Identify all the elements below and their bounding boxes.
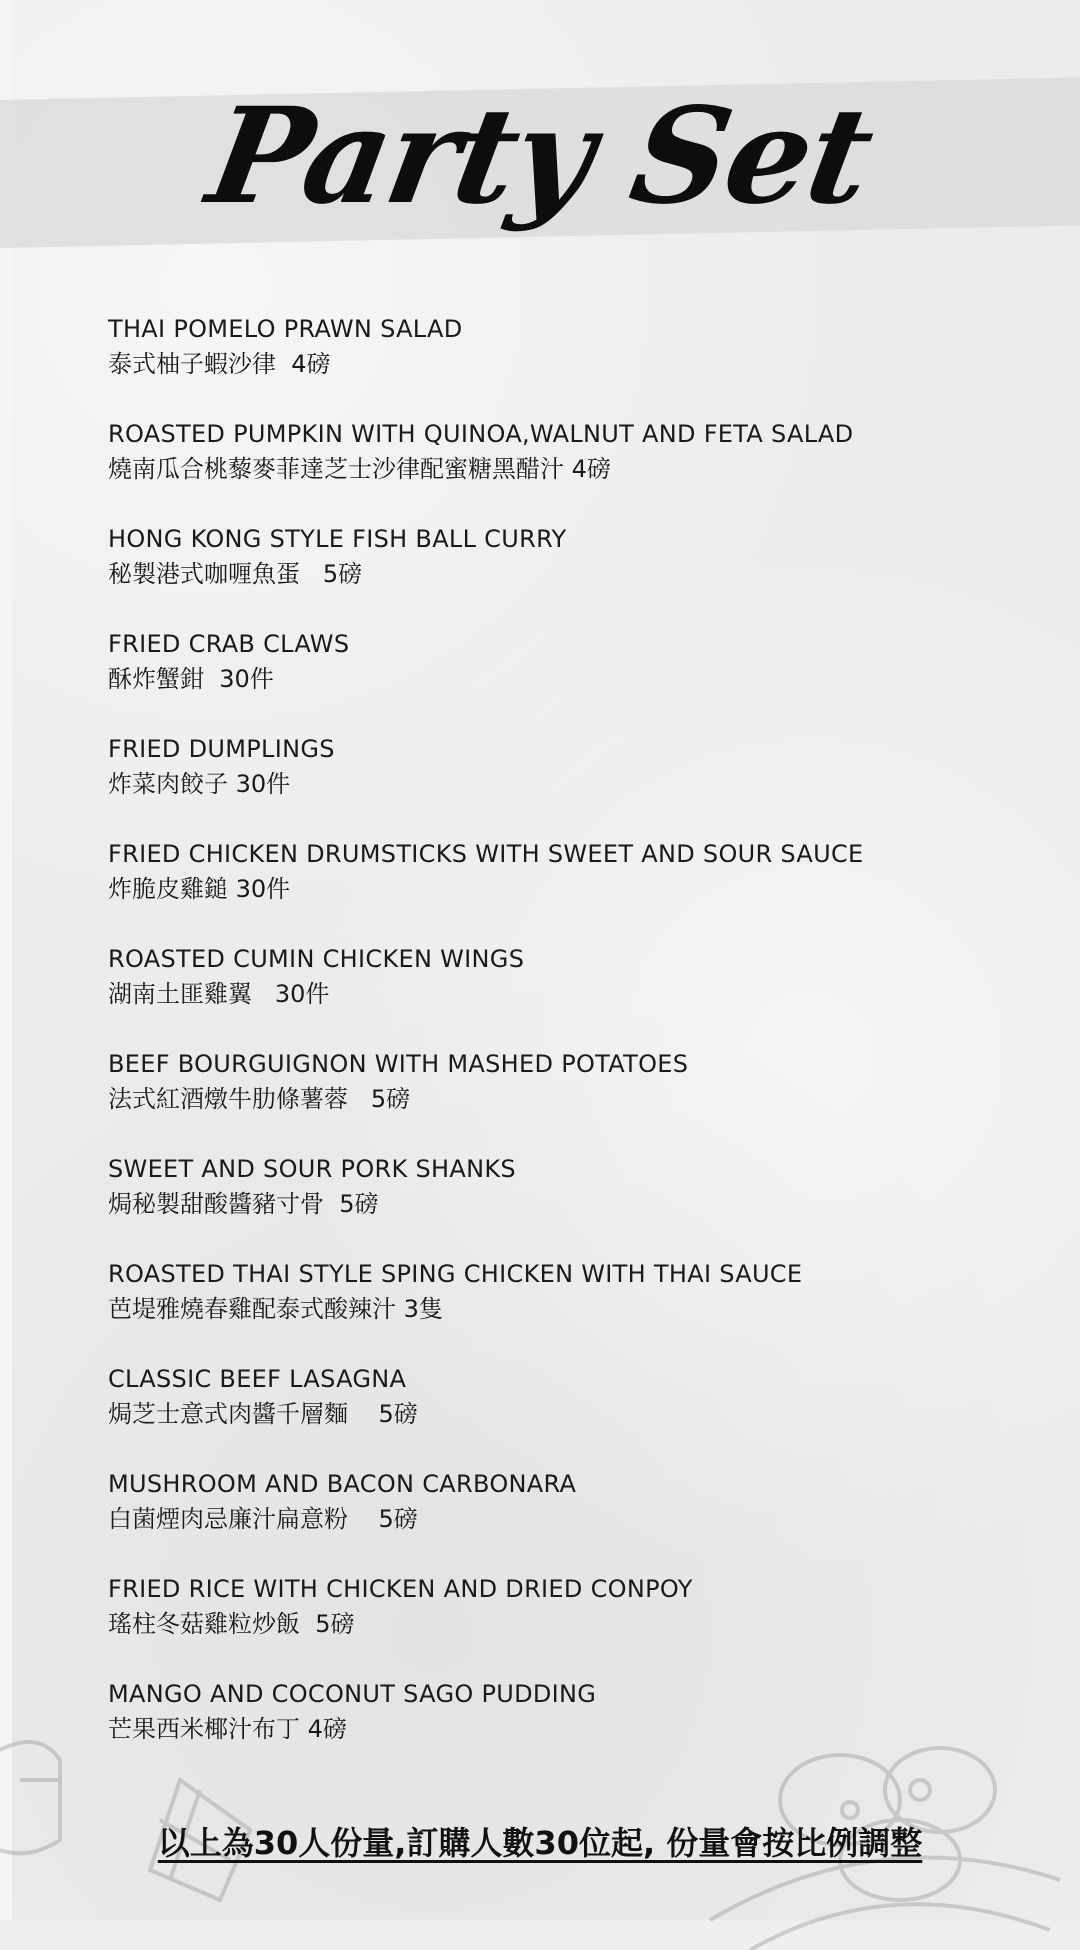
menu-item-english-name: ROASTED PUMPKIN WITH QUINOA,WALNUT AND FETA SALAD <box>108 420 854 448</box>
menu-item-english-name: SWEET AND SOUR PORK SHANKS <box>108 1155 516 1183</box>
menu-item-chinese-name: 芭堤雅燒春雞配泰式酸辣汁 3隻 <box>108 1295 443 1323</box>
menu-item-chinese-name: 秘製港式咖喱魚蛋 5磅 <box>108 560 363 588</box>
menu-item <box>108 1047 1008 1152</box>
menu-item-chinese-name: 湖南土匪雞翼 30件 <box>108 980 330 1008</box>
menu-item <box>108 942 1008 1047</box>
menu-item <box>108 1362 1008 1467</box>
menu-item-english-name: THAI POMELO PRAWN SALAD <box>108 315 463 343</box>
menu-item-chinese-name: 白菌煙肉忌廉汁扁意粉 5磅 <box>108 1505 418 1533</box>
menu-title: Party Set <box>198 79 883 234</box>
serving-note: 以上為30人份量,訂購人數30位起, 份量會按比例調整 <box>157 1824 923 1862</box>
menu-item <box>108 732 1008 837</box>
menu-item <box>108 627 1008 732</box>
menu-item <box>108 1467 1008 1572</box>
menu-item-chinese-name: 焗芝士意式肉醬千層麵 5磅 <box>108 1400 418 1428</box>
menu-item <box>108 312 1008 417</box>
menu-item <box>108 1572 1008 1677</box>
menu-item-chinese-name: 泰式柚子蝦沙律 4磅 <box>108 350 331 378</box>
menu-item-english-name: ROASTED CUMIN CHICKEN WINGS <box>108 945 525 973</box>
menu-item-english-name: FRIED CRAB CLAWS <box>108 630 350 658</box>
menu-item-chinese-name: 炸脆皮雞鎚 30件 <box>108 875 291 903</box>
menu-item-chinese-name: 燒南瓜合桃藜麥菲達芝士沙律配蜜糖黑醋汁 4磅 <box>108 455 611 483</box>
menu-item-english-name: MANGO AND COCONUT SAGO PUDDING <box>108 1680 597 1708</box>
menu-item <box>108 522 1008 627</box>
menu-item <box>108 1152 1008 1257</box>
menu-item-english-name: FRIED RICE WITH CHICKEN AND DRIED CONPOY <box>108 1575 693 1603</box>
menu-item-chinese-name: 酥炸蟹鉗 30件 <box>108 665 274 693</box>
menu-item-english-name: CLASSIC BEEF LASAGNA <box>108 1365 407 1393</box>
menu-item-chinese-name: 芒果西米椰汁布丁 4磅 <box>108 1715 347 1743</box>
menu-item-english-name: ROASTED THAI STYLE SPING CHICKEN WITH THAI SAUCE <box>108 1260 803 1288</box>
page-edge <box>0 0 12 1920</box>
menu-item <box>108 417 1008 522</box>
menu-list <box>108 312 1008 1782</box>
menu-item-english-name: BEEF BOURGUIGNON WITH MASHED POTATOES <box>108 1050 689 1078</box>
menu-item-english-name: MUSHROOM AND BACON CARBONARA <box>108 1470 577 1498</box>
menu-item <box>108 1257 1008 1362</box>
menu-item-chinese-name: 瑤柱冬菇雞粒炒飯 5磅 <box>108 1610 355 1638</box>
menu-item-english-name: FRIED DUMPLINGS <box>108 735 335 763</box>
menu-item-chinese-name: 法式紅酒燉牛肋條薯蓉 5磅 <box>108 1085 411 1113</box>
menu-item <box>108 837 1008 942</box>
menu-item-chinese-name: 焗秘製甜酸醬豬寸骨 5磅 <box>108 1190 379 1218</box>
menu-item-chinese-name: 炸菜肉餃子 30件 <box>108 770 291 798</box>
menu-item-english-name: HONG KONG STYLE FISH BALL CURRY <box>108 525 567 553</box>
menu-item-english-name: FRIED CHICKEN DRUMSTICKS WITH SWEET AND SOUR SAUCE <box>108 840 864 868</box>
